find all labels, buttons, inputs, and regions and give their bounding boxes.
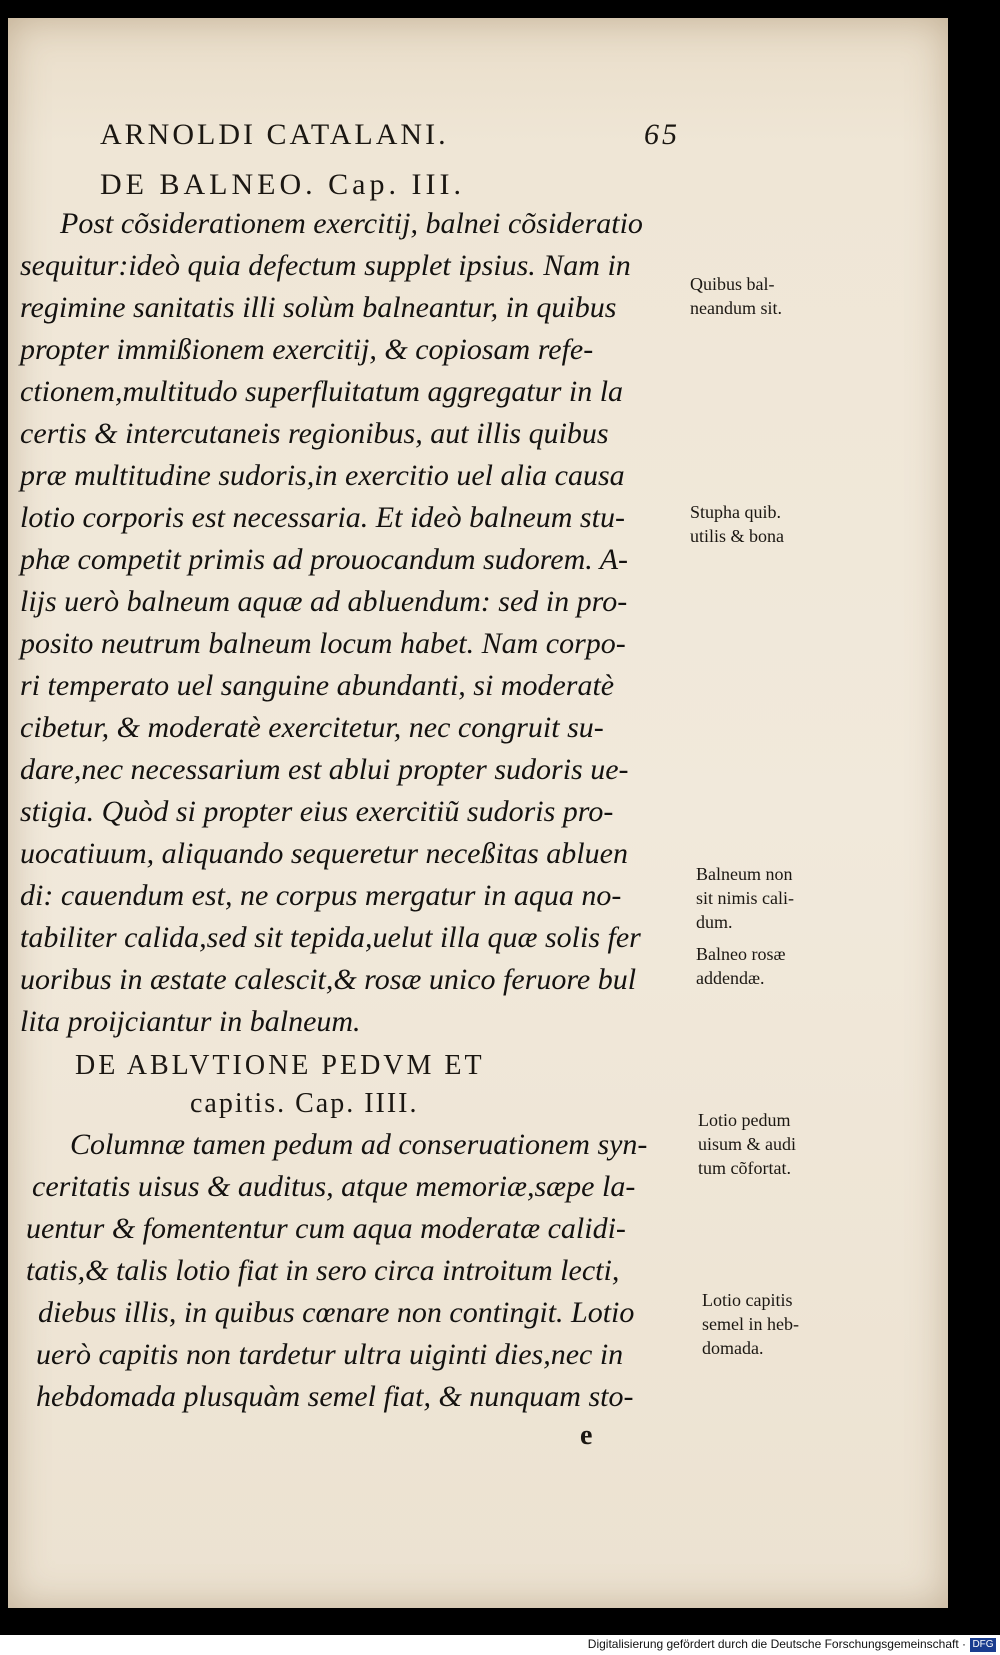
text-line: hebdomada plusquàm semel fiat, & nunquam sto- <box>36 1380 634 1413</box>
text-line: ctionem,multitudo superfluitatum aggregatur in la <box>20 375 624 408</box>
text-line: lita proijciantur in balneum. <box>20 1005 361 1038</box>
chapter-3-text <box>20 203 680 1043</box>
text-line: uerò capitis non tardetur ultra uiginti dies,nec in <box>36 1338 624 1371</box>
margin-note-line: neandum sit. <box>690 298 782 318</box>
margin-note-line: Quibus bal- <box>690 274 775 294</box>
margin-note-line: Stupha quib. <box>690 502 782 522</box>
margin-note-line: addendæ. <box>696 968 765 988</box>
margin-note-line: uisum & audi <box>698 1134 796 1154</box>
text-line: phæ competit primis ad prouocandum sudorem. A- <box>20 543 629 576</box>
text-line: regimine sanitatis illi solùm balneantur, in quibus <box>20 291 617 324</box>
running-title: ARNOLDI CATALANI. <box>100 118 449 151</box>
text-line: stigia. Quòd si propter eius exercitiũ sudoris pro- <box>20 795 614 828</box>
text-line: cibetur, & moderatè exercitetur, nec congruit su- <box>20 711 604 744</box>
margin-note-line: Lotio capitis <box>702 1290 793 1310</box>
chapter-4-heading-line2: capitis. Cap. IIII. <box>190 1088 419 1119</box>
funding-notice: Digitalisierung gefördert durch die Deutsche Forschungsgemeinschaft · <box>587 1637 966 1651</box>
text-line: tatis,& talis lotio fiat in sero circa introitum lecti, <box>26 1254 620 1287</box>
margin-note-line: Lotio pedum <box>698 1110 791 1130</box>
text-line: diebus illis, in quibus cœnare non contingit. Lotio <box>38 1296 635 1329</box>
margin-note-line: semel in heb- <box>702 1314 799 1334</box>
margin-note <box>690 500 784 548</box>
margin-note-line: tum cõfortat. <box>698 1158 791 1178</box>
dfg-logo: DFG <box>970 1638 996 1652</box>
text-line: dare,nec necessarium est ablui propter sudoris ue- <box>20 753 629 786</box>
page-number: 65 <box>644 118 680 151</box>
margin-note <box>696 942 786 990</box>
text-line: ceritatis uisus & auditus, atque memoriæ,sæpe la- <box>32 1170 636 1203</box>
margin-note <box>690 272 782 320</box>
text-line: tabiliter calida,sed sit tepida,uelut illa quæ solis fer <box>20 921 641 954</box>
margin-note <box>698 1108 796 1180</box>
text-line: certis & intercutaneis regionibus, aut illis quibus <box>20 417 609 450</box>
text-line: di: cauendum est, ne corpus mergatur in aqua no- <box>20 879 622 912</box>
margin-note-line: domada. <box>702 1338 764 1358</box>
text-line: propter immißionem exercitij, & copiosam refe- <box>20 333 594 366</box>
margin-note-line: dum. <box>696 912 733 932</box>
text-line: præ multitudine sudoris,in exercitio uel alia causa <box>20 459 625 492</box>
margin-note-line: Balneo rosæ <box>696 944 786 964</box>
text-line: Post cõsiderationem exercitij, balnei cõsideratio <box>60 207 643 240</box>
margin-note-line: Balneum non <box>696 864 793 884</box>
margin-note <box>702 1288 799 1360</box>
chapter-heading: DE BALNEO. Cap. III. <box>100 168 465 201</box>
chapter-4-heading: DE ABLVTIONE PEDVM ET <box>75 1050 485 1081</box>
signature-mark: e <box>580 1420 593 1451</box>
margin-note-line: utilis & bona <box>690 526 784 546</box>
text-line: uoribus in æstate calescit,& rosæ unico feruore bul <box>20 963 637 996</box>
margin-note <box>696 862 794 934</box>
margin-note-line: sit nimis cali- <box>696 888 794 908</box>
text-line: sequitur:ideò quia defectum supplet ipsius. Nam in <box>20 249 631 282</box>
text-line: uocatiuum, aliquando sequeretur neceßitas abluen <box>20 837 628 870</box>
text-line: lijs uerò balneum aquæ ad abluendum: sed in pro- <box>20 585 628 618</box>
text-line: ri temperato uel sanguine abundanti, si moderatè <box>20 669 615 702</box>
text-line: uentur & fomententur cum aqua moderatæ calidi- <box>26 1212 626 1245</box>
text-line: posito neutrum balneum locum habet. Nam corpo- <box>20 627 626 660</box>
text-line: Columnæ tamen pedum ad conseruationem syn- <box>70 1128 648 1161</box>
chapter-4-text <box>20 1124 680 1418</box>
text-line: lotio corporis est necessaria. Et ideò balneum stu- <box>20 501 625 534</box>
